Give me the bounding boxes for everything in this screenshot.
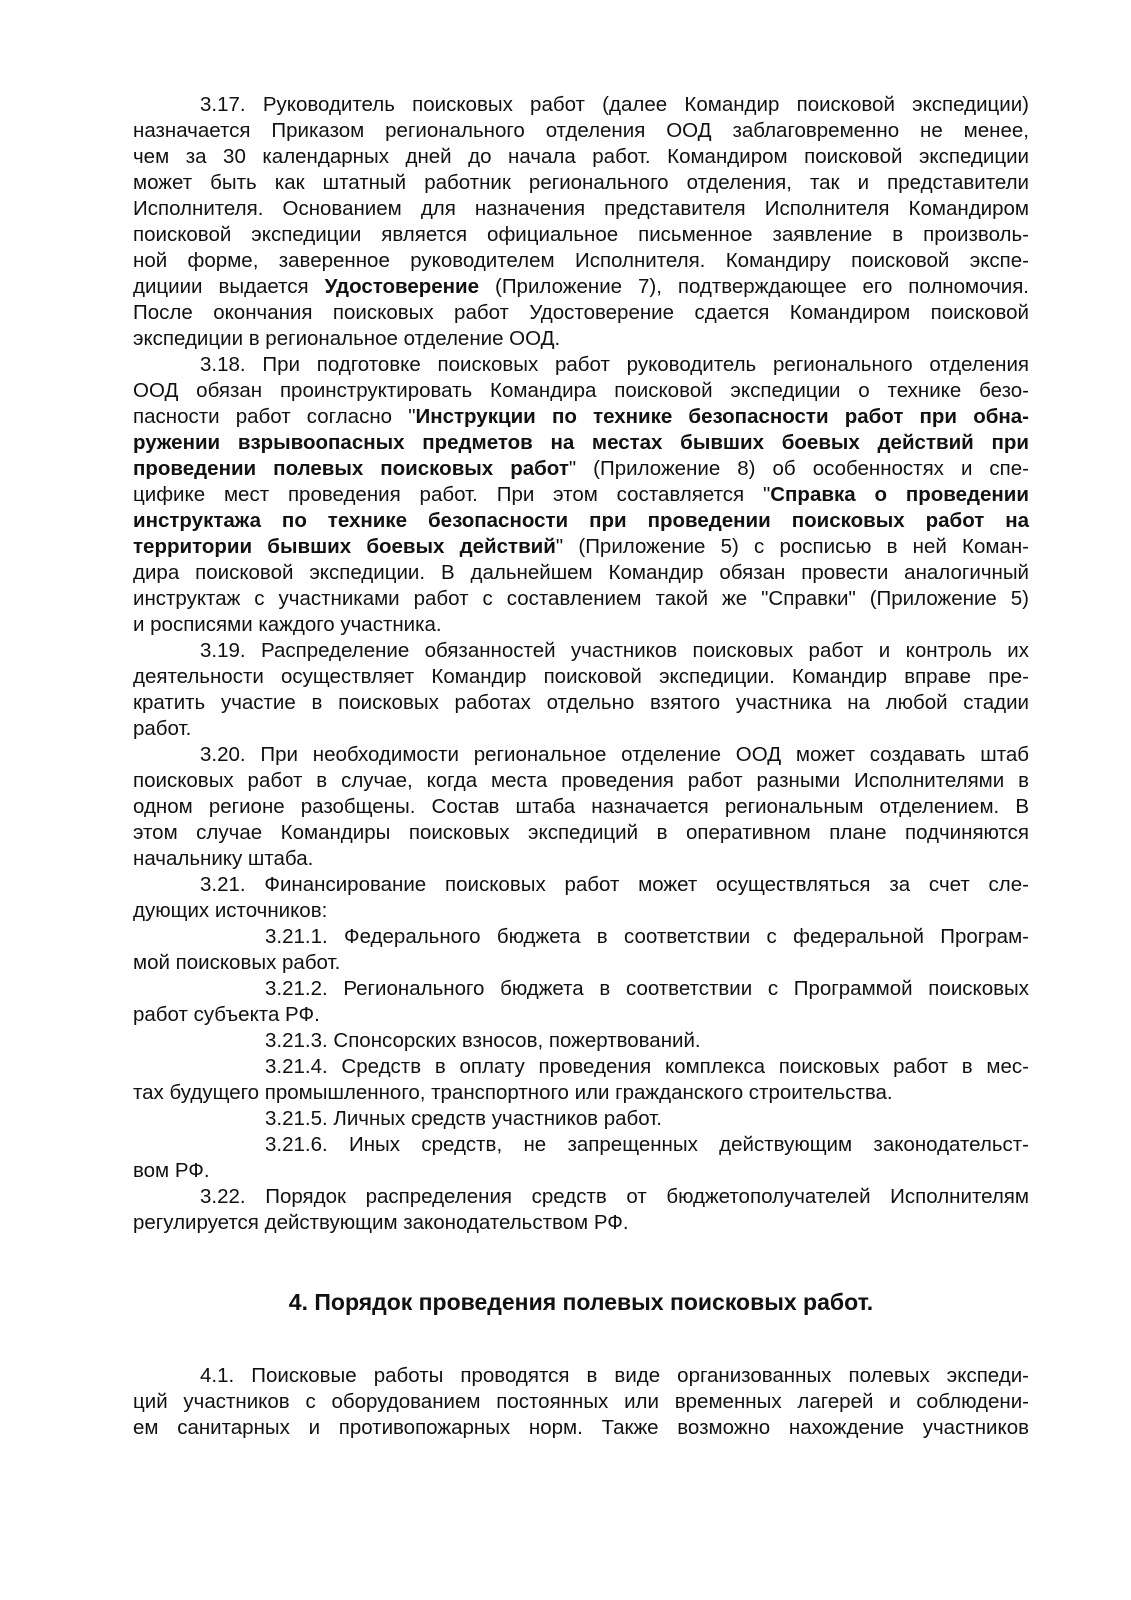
text-line: поисковой экспедиции является официальное письменное заявление в произволь-: [133, 223, 1029, 246]
text-line: 4.1. Поисковые работы проводятся в виде организованных полевых экспеди-: [200, 1364, 1029, 1387]
text-line: 3.18. При подготовке поисковых работ руководитель регионального отделения: [200, 353, 1029, 376]
paragraph-3-22: [133, 1184, 1029, 1236]
paragraph-4-1: [133, 1363, 1029, 1441]
document-page: [133, 92, 1030, 1439]
text-line: цифике мест проведения работ. При этом составляется "Справка о проведении: [133, 483, 1030, 506]
text-line: [133, 430, 1029, 456]
text-line: дициии выдается Удостоверение (Приложение 7), подтверждающее его полномочия.: [133, 275, 1029, 298]
bold-text: инструктажа по технике безопасности при проведении поисковых работ на: [133, 509, 1029, 532]
text-line: и росписями каждого участника.: [133, 613, 442, 636]
text-line: ций участников с оборудованием постоянных или временных лагерей и соблюдени-: [133, 1390, 1029, 1413]
text-line: деятельности осуществляет Командир поисковой экспедиции. Командир вправе пре-: [133, 665, 1029, 688]
text-line: дующих источников:: [133, 899, 328, 922]
text-line: 3.17. Руководитель поисковых работ (далее Командир поисковой экспедиции): [200, 93, 1029, 116]
text-line: территории бывших боевых действий" (Приложение 5) с росписью в ней Коман-: [133, 535, 1029, 558]
text-line: 3.21.6. Иных средств, не запрещенных действующим законодательст-: [265, 1133, 1029, 1156]
text-line: После окончания поисковых работ Удостоверение сдается Командиром поисковой: [133, 301, 1029, 324]
text-line: Исполнителя. Основанием для назначения представителя Исполнителя Командиром: [133, 197, 1029, 220]
text-line: ной форме, заверенное руководителем Исполнителя. Командиру поисковой экспе-: [133, 249, 1029, 272]
text-line: дира поисковой экспедиции. В дальнейшем Командир обязан провести аналогичный: [133, 561, 1029, 584]
text-line: регулируется действующим законодательством РФ.: [133, 1211, 629, 1234]
text-line: 3.21.5. Личных средств участников работ.: [265, 1107, 662, 1130]
text-line: [133, 508, 1029, 534]
text-line: ООД обязан проинструктировать Командира поисковой экспедиции о технике безо-: [133, 379, 1029, 402]
bold-text: Удостоверение: [324, 275, 480, 298]
bold-text: проведении полевых поисковых работ: [133, 457, 569, 480]
text-line: тах будущего промышленного, транспортного или гражданского строительства.: [133, 1081, 893, 1104]
paragraph-3-17: [133, 92, 1029, 352]
paragraph-3-20: [133, 742, 1029, 872]
text-line: экспедиции в региональное отделение ООД.: [133, 327, 561, 350]
text-line: работ субъекта РФ.: [133, 1003, 320, 1026]
paragraph-3-18: [133, 352, 1029, 638]
text-line: одном регионе разобщены. Состав штаба назначается региональным отделением. В: [133, 795, 1029, 818]
text-line: вом РФ.: [133, 1159, 210, 1182]
text-line: работ.: [133, 717, 192, 740]
text-line: чем за 30 календарных дней до начала работ. Командиром поисковой экспедиции: [133, 145, 1029, 168]
text-line: 3.21.1. Федерального бюджета в соответствии с федеральной Програм-: [265, 925, 1029, 948]
text-line: 3.20. При необходимости региональное отделение ООД может создавать штаб: [200, 743, 1029, 766]
section-4-body: [133, 1363, 1029, 1441]
bold-text: Справка о проведении: [770, 483, 1030, 506]
text-line: начальнику штаба.: [133, 847, 314, 870]
text-line: 3.21.4. Средств в оплату проведения комплекса поисковых работ в мес-: [265, 1055, 1029, 1078]
text-line: этом случае Командиры поисковых экспедиций в оперативном плане подчиняются: [133, 821, 1029, 844]
section-3-body: [133, 92, 1029, 1236]
text-line: ем санитарных и противопожарных норм. Также возможно нахождение участников: [133, 1416, 1029, 1439]
text-line: 3.21. Финансирование поисковых работ может осуществляться за счет сле-: [200, 873, 1029, 896]
text-line: пасности работ согласно "Инструкции по технике безопасности работ при обна-: [133, 405, 1030, 428]
text-line: мой поисковых работ.: [133, 951, 341, 974]
section-4-heading: 4. Порядок проведения полевых поисковых работ.: [288, 1289, 874, 1315]
text-line: 3.21.3. Спонсорских взносов, пожертвований.: [265, 1029, 701, 1052]
text-line: может быть как штатный работник регионального отделения, так и представители: [133, 171, 1029, 194]
paragraph-3-19: [133, 638, 1029, 742]
bold-text: Инструкции по технике безопасности работ при обна-: [415, 405, 1030, 428]
text-line: поисковых работ в случае, когда места проведения работ разными Исполнителями в: [133, 769, 1029, 792]
paragraph-3-21: [133, 872, 1029, 1184]
text-line: 3.19. Распределение обязанностей участников поисковых работ и контроль их: [200, 639, 1029, 662]
bold-text: ружении взрывоопасных предметов на местах бывших боевых действий при: [133, 431, 1029, 454]
text-line: 3.22. Порядок распределения средств от бюджетополучателей Исполнителям: [200, 1185, 1029, 1208]
bold-text: территории бывших боевых действий: [133, 535, 556, 558]
text-line: кратить участие в поисковых работах отдельно взятого участника на любой стадии: [133, 691, 1029, 714]
text-line: проведении полевых поисковых работ" (Приложение 8) об особенностях и спе-: [133, 457, 1029, 480]
text-line: назначается Приказом регионального отделения ООД заблаговременно не менее,: [133, 119, 1029, 142]
text-line: инструктаж с участниками работ с составлением такой же "Справки" (Приложение 5): [133, 587, 1029, 610]
text-line: 3.21.2. Регионального бюджета в соответствии с Программой поисковых: [265, 977, 1029, 1000]
